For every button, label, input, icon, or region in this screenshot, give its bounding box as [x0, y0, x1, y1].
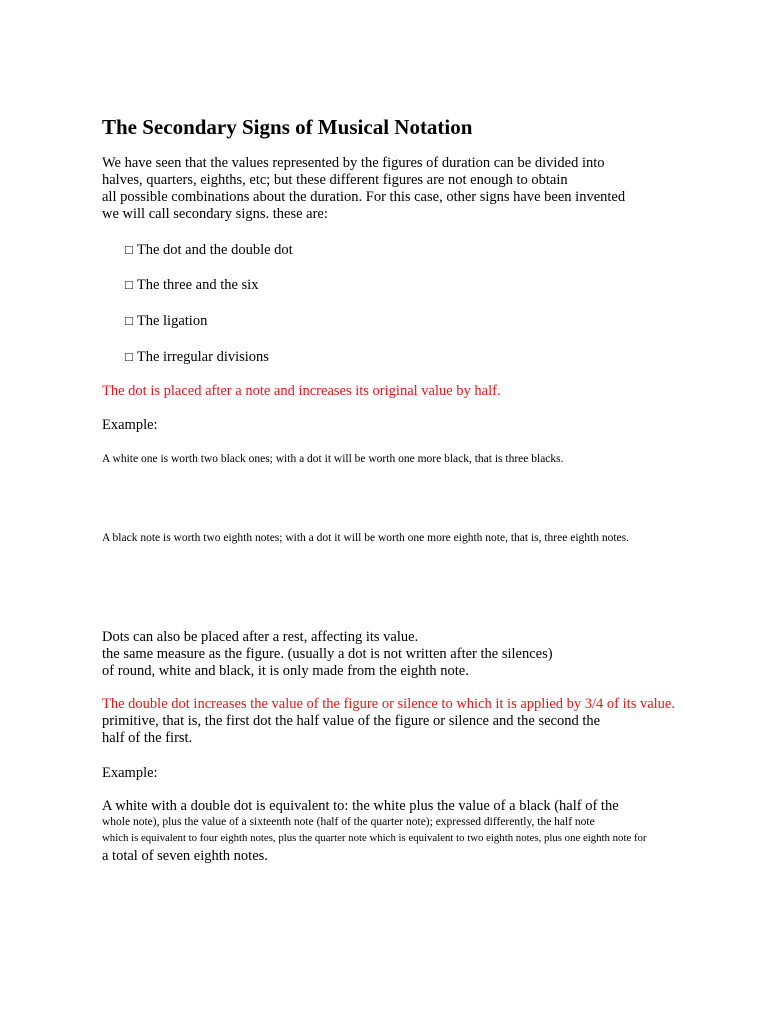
checkbox-bullet-icon: □: [125, 349, 133, 364]
double-dot-line-1: primitive, that is, the first dot the half value of the figure or silence and the second the: [102, 713, 601, 729]
list-item: [125, 348, 269, 366]
list-item-label: The three and the six: [136, 277, 259, 293]
checkbox-bullet-icon: □: [125, 242, 133, 257]
list-item-label: The ligation: [136, 313, 208, 329]
rest-line-2: the same measure as the figure. (usually a dot is not written after the silences): [102, 646, 553, 662]
final-line-3: which is equivalent to four eighth notes, plus the quarter note which is equivalent to two eighth notes, plus one eighth note for: [102, 832, 647, 844]
intro-line-3: all possible combinations about the duration. For this case, other signs have been invented: [102, 189, 626, 205]
final-line-2: whole note), plus the value of a sixteenth note (half of the quarter note); expressed differently, the half note: [102, 816, 595, 828]
final-line-1: A white with a double dot is equivalent to: the white plus the value of a black (half of the: [102, 798, 619, 814]
list-item-label: The dot and the double dot: [136, 242, 293, 258]
example-label: Example:: [102, 765, 158, 781]
example-label: Example:: [102, 417, 158, 433]
intro-line-1: We have seen that the values represented by the figures of duration can be divided into: [102, 155, 605, 171]
example-black-note: A black note is worth two eighth notes; with a dot it will be worth one more eighth note, that is, three eighth notes.: [102, 532, 629, 544]
list-item: [125, 312, 207, 330]
intro-line-4: we will call secondary signs. these are:: [102, 206, 328, 222]
rest-line-1: Dots can also be placed after a rest, affecting its value.: [102, 629, 419, 645]
intro-line-2: halves, quarters, eighths, etc; but these different figures are not enough to obtain: [102, 172, 568, 188]
checkbox-bullet-icon: □: [125, 313, 133, 328]
dot-rule: The dot is placed after a note and increases its original value by half.: [102, 383, 501, 399]
example-white-note: A white one is worth two black ones; with a dot it will be worth one more black, that is three blacks.: [102, 453, 564, 465]
page-title: The Secondary Signs of Musical Notation: [102, 115, 473, 139]
list-item-label: The irregular divisions: [136, 349, 269, 365]
list-item: [125, 276, 258, 294]
final-line-4: a total of seven eighth notes.: [102, 848, 268, 864]
checkbox-bullet-icon: □: [125, 277, 133, 292]
list-item: [125, 241, 293, 259]
double-dot-line-2: half of the first.: [102, 730, 193, 746]
rest-line-3: of round, white and black, it is only made from the eighth note.: [102, 663, 469, 679]
double-dot-rule: The double dot increases the value of the figure or silence to which it is applied by 3/4 of its value.: [102, 696, 675, 712]
